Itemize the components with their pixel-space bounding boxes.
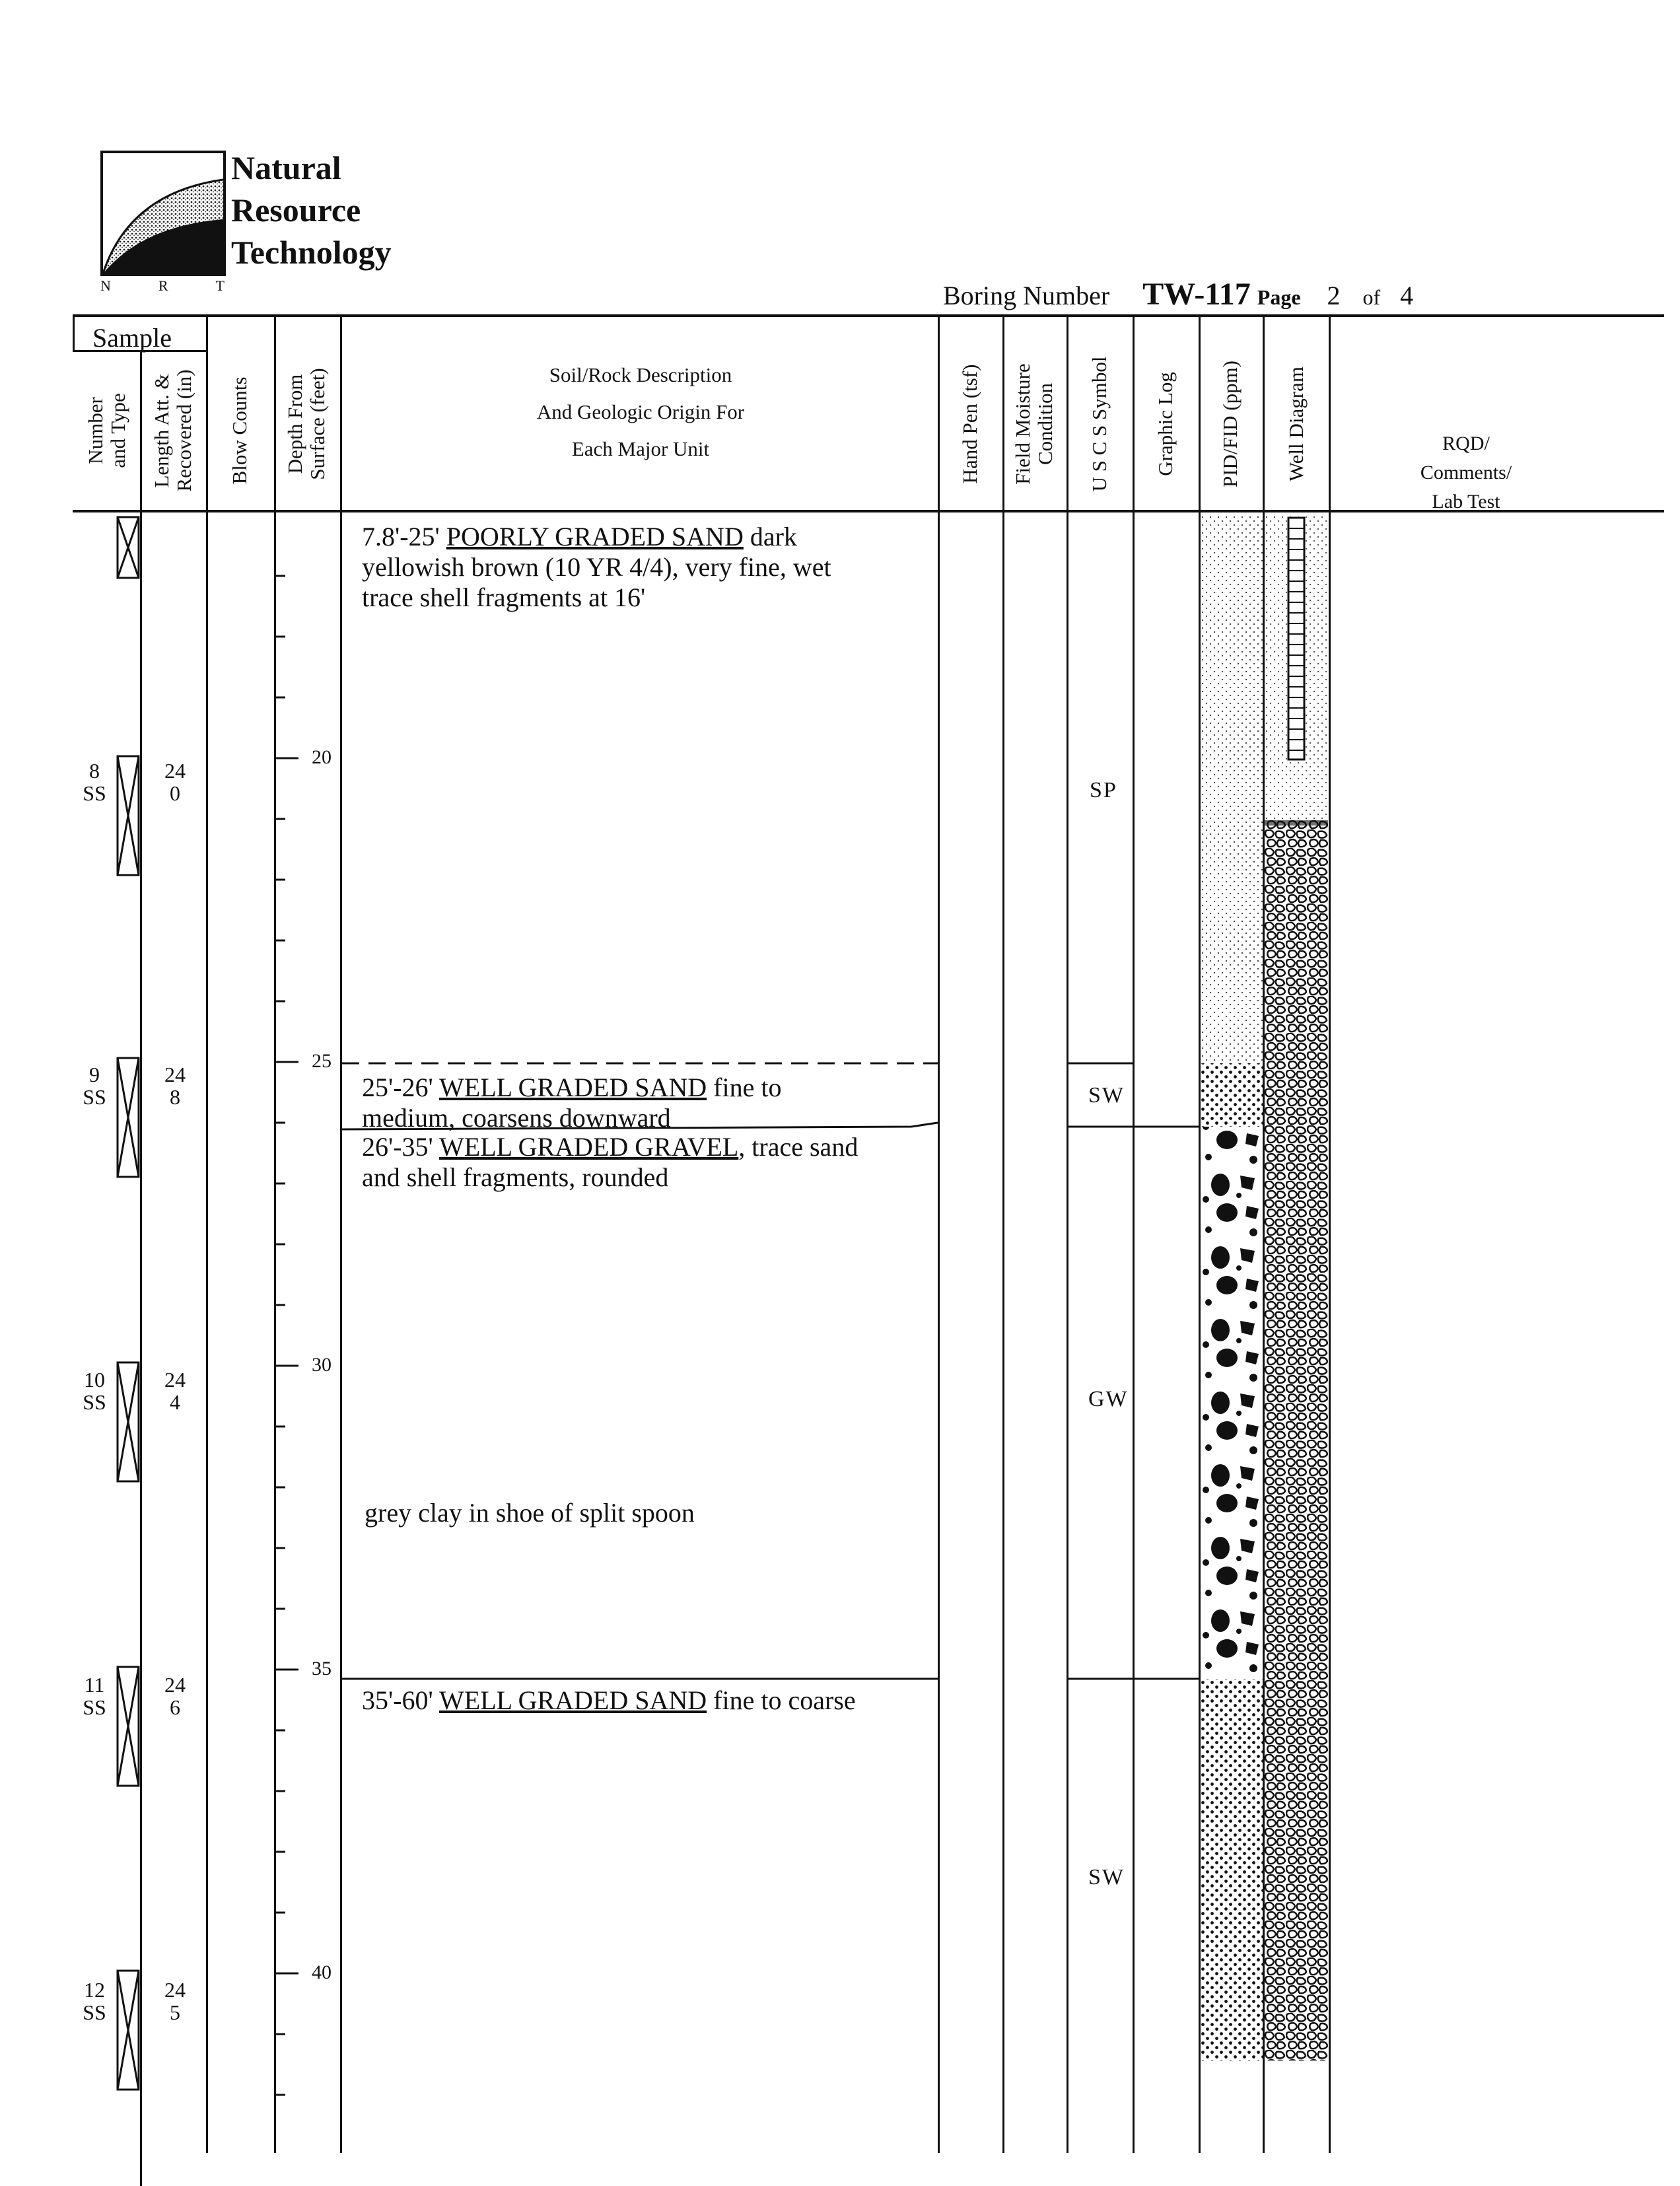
graphic-log [1201, 515, 1263, 2074]
well-diagram [1265, 515, 1328, 2074]
company-name-line-1: Natural [231, 149, 341, 186]
unit-1-description: 7.8'-25' POORLY GRADED SAND dark yellowish brown (10 YR 4/4), very fine, wet trace shell fragments at 16' [362, 522, 831, 612]
uscs-sp: SP [1090, 778, 1117, 802]
hand-pen-header: Hand Pen (tsf) [958, 364, 981, 484]
of-label: of [1362, 285, 1381, 309]
unit-3-description: 26'-35' WELL GRADED GRAVEL, trace sand and shell fragments, rounded [362, 1132, 858, 1192]
company-name-line-2: Resource [231, 192, 361, 229]
sample-10-id: 10 SS [83, 1368, 106, 1414]
description-header: Soil/Rock Description And Geologic Origin For Each Major Unit [536, 363, 745, 460]
boring-number-label: Boring Number [943, 281, 1110, 310]
sample-8-id: 8 SS [83, 759, 106, 805]
depth-header: Depth From Surface (feet) [283, 368, 329, 480]
depth-label-30: 30 [312, 1354, 332, 1376]
sample-9-recovery: 24 8 [164, 1063, 186, 1109]
depth-label-25: 25 [312, 1050, 332, 1072]
total-pages: 4 [1400, 281, 1414, 310]
uscs-header: U S C S Symbol [1088, 356, 1111, 492]
rqd-header: RQD/ Comments/ Lab Test [1420, 433, 1512, 512]
field-moisture-header: Field Moisture Condition [1011, 363, 1057, 485]
depth-label-20: 20 [312, 746, 332, 768]
sample-12-recovery: 24 5 [164, 1978, 186, 2024]
sample-11-recovery: 24 6 [164, 1673, 186, 1719]
number-type-header: Number and Type [84, 393, 129, 468]
length-recovered-header: Length Att. & Recovered (in) [150, 369, 195, 492]
uscs-sw-upper: SW [1088, 1083, 1125, 1108]
page-label: Page [1257, 285, 1301, 309]
depth-label-40: 40 [312, 1961, 332, 1983]
sample-11-id: 11 SS [83, 1673, 106, 1719]
sample-10-recovery: 24 4 [164, 1368, 186, 1414]
pid-fid-header: PID/FID (ppm) [1218, 360, 1242, 488]
sample-9-id: 9 SS [83, 1063, 106, 1109]
sample-8-recovery: 24 0 [164, 759, 186, 805]
unit-4-description: 35'-60' WELL GRADED SAND fine to coarse [362, 1685, 856, 1715]
unit-2-description: 25'-26' WELL GRADED SAND fine to medium, coarsens downward [362, 1073, 782, 1133]
boring-number: TW-117 [1142, 277, 1251, 312]
initial-t: T [215, 277, 226, 294]
graphic-log-header: Graphic Log [1154, 372, 1177, 476]
page-number: 2 [1327, 281, 1341, 310]
uscs-gw: GW [1088, 1387, 1129, 1411]
company-name-line-3: Technology [231, 234, 392, 271]
depth-label-35: 35 [312, 1658, 332, 1679]
unit-3-note: grey clay in shoe of split spoon [365, 1498, 695, 1528]
uscs-sw-lower: SW [1088, 1865, 1125, 1889]
initial-r: R [158, 277, 170, 294]
blow-counts-header: Blow Counts [228, 376, 251, 485]
sample-12-id: 12 SS [83, 1978, 106, 2024]
well-diagram-header: Well Diagram [1284, 367, 1308, 481]
initial-n: N [100, 277, 112, 294]
sample-header: Sample [92, 323, 172, 353]
